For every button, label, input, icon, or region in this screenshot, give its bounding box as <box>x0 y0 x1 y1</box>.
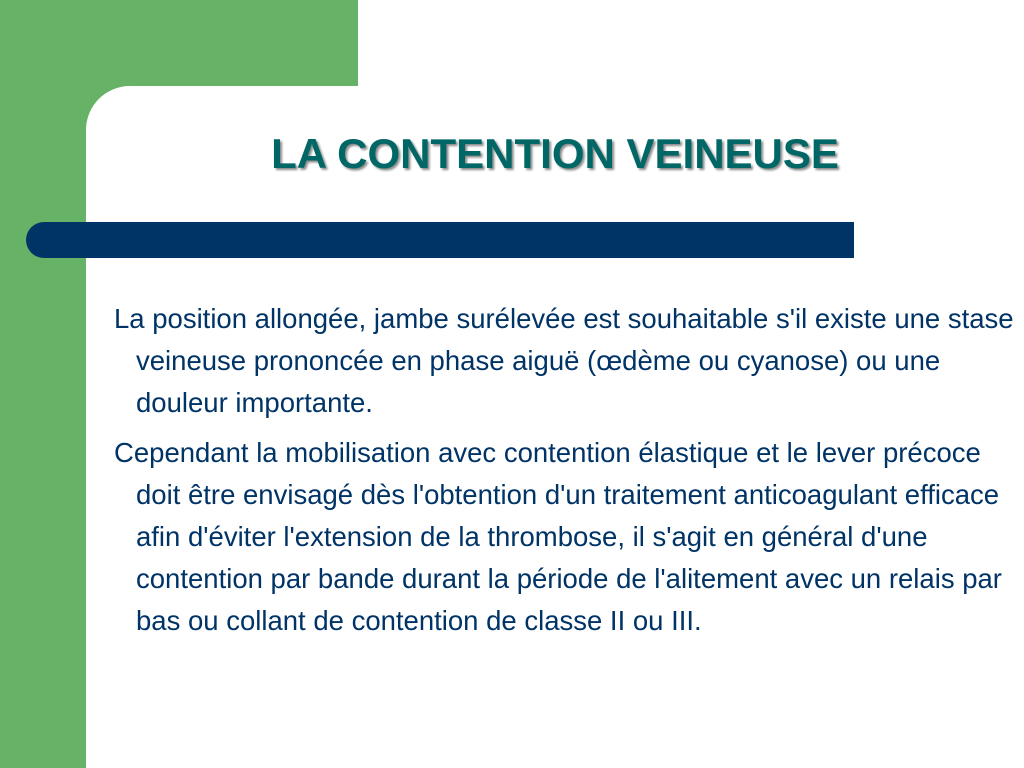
title-underline-bar <box>26 222 854 258</box>
slide-title: LA CONTENTION VEINEUSE <box>271 130 839 177</box>
slide-body <box>114 298 1018 650</box>
body-paragraph-2: Cependant la mobilisation avec contention élastique et le lever précoce doit être envisagé dès l'obtention d'un traitement anticoagulant efficace afin d'éviter l'extension de la thrombose, il s'agit en général d'une contention par bande durant la période de l'alitement avec un relais par bas ou collant de contention de classe II ou III. <box>114 437 1002 636</box>
body-paragraph-1: La position allongée, jambe surélevée est souhaitable s'il existe une stase veineuse prononcée en phase aiguë (œdème ou cyanose) ou une douleur importante. <box>114 303 1014 418</box>
